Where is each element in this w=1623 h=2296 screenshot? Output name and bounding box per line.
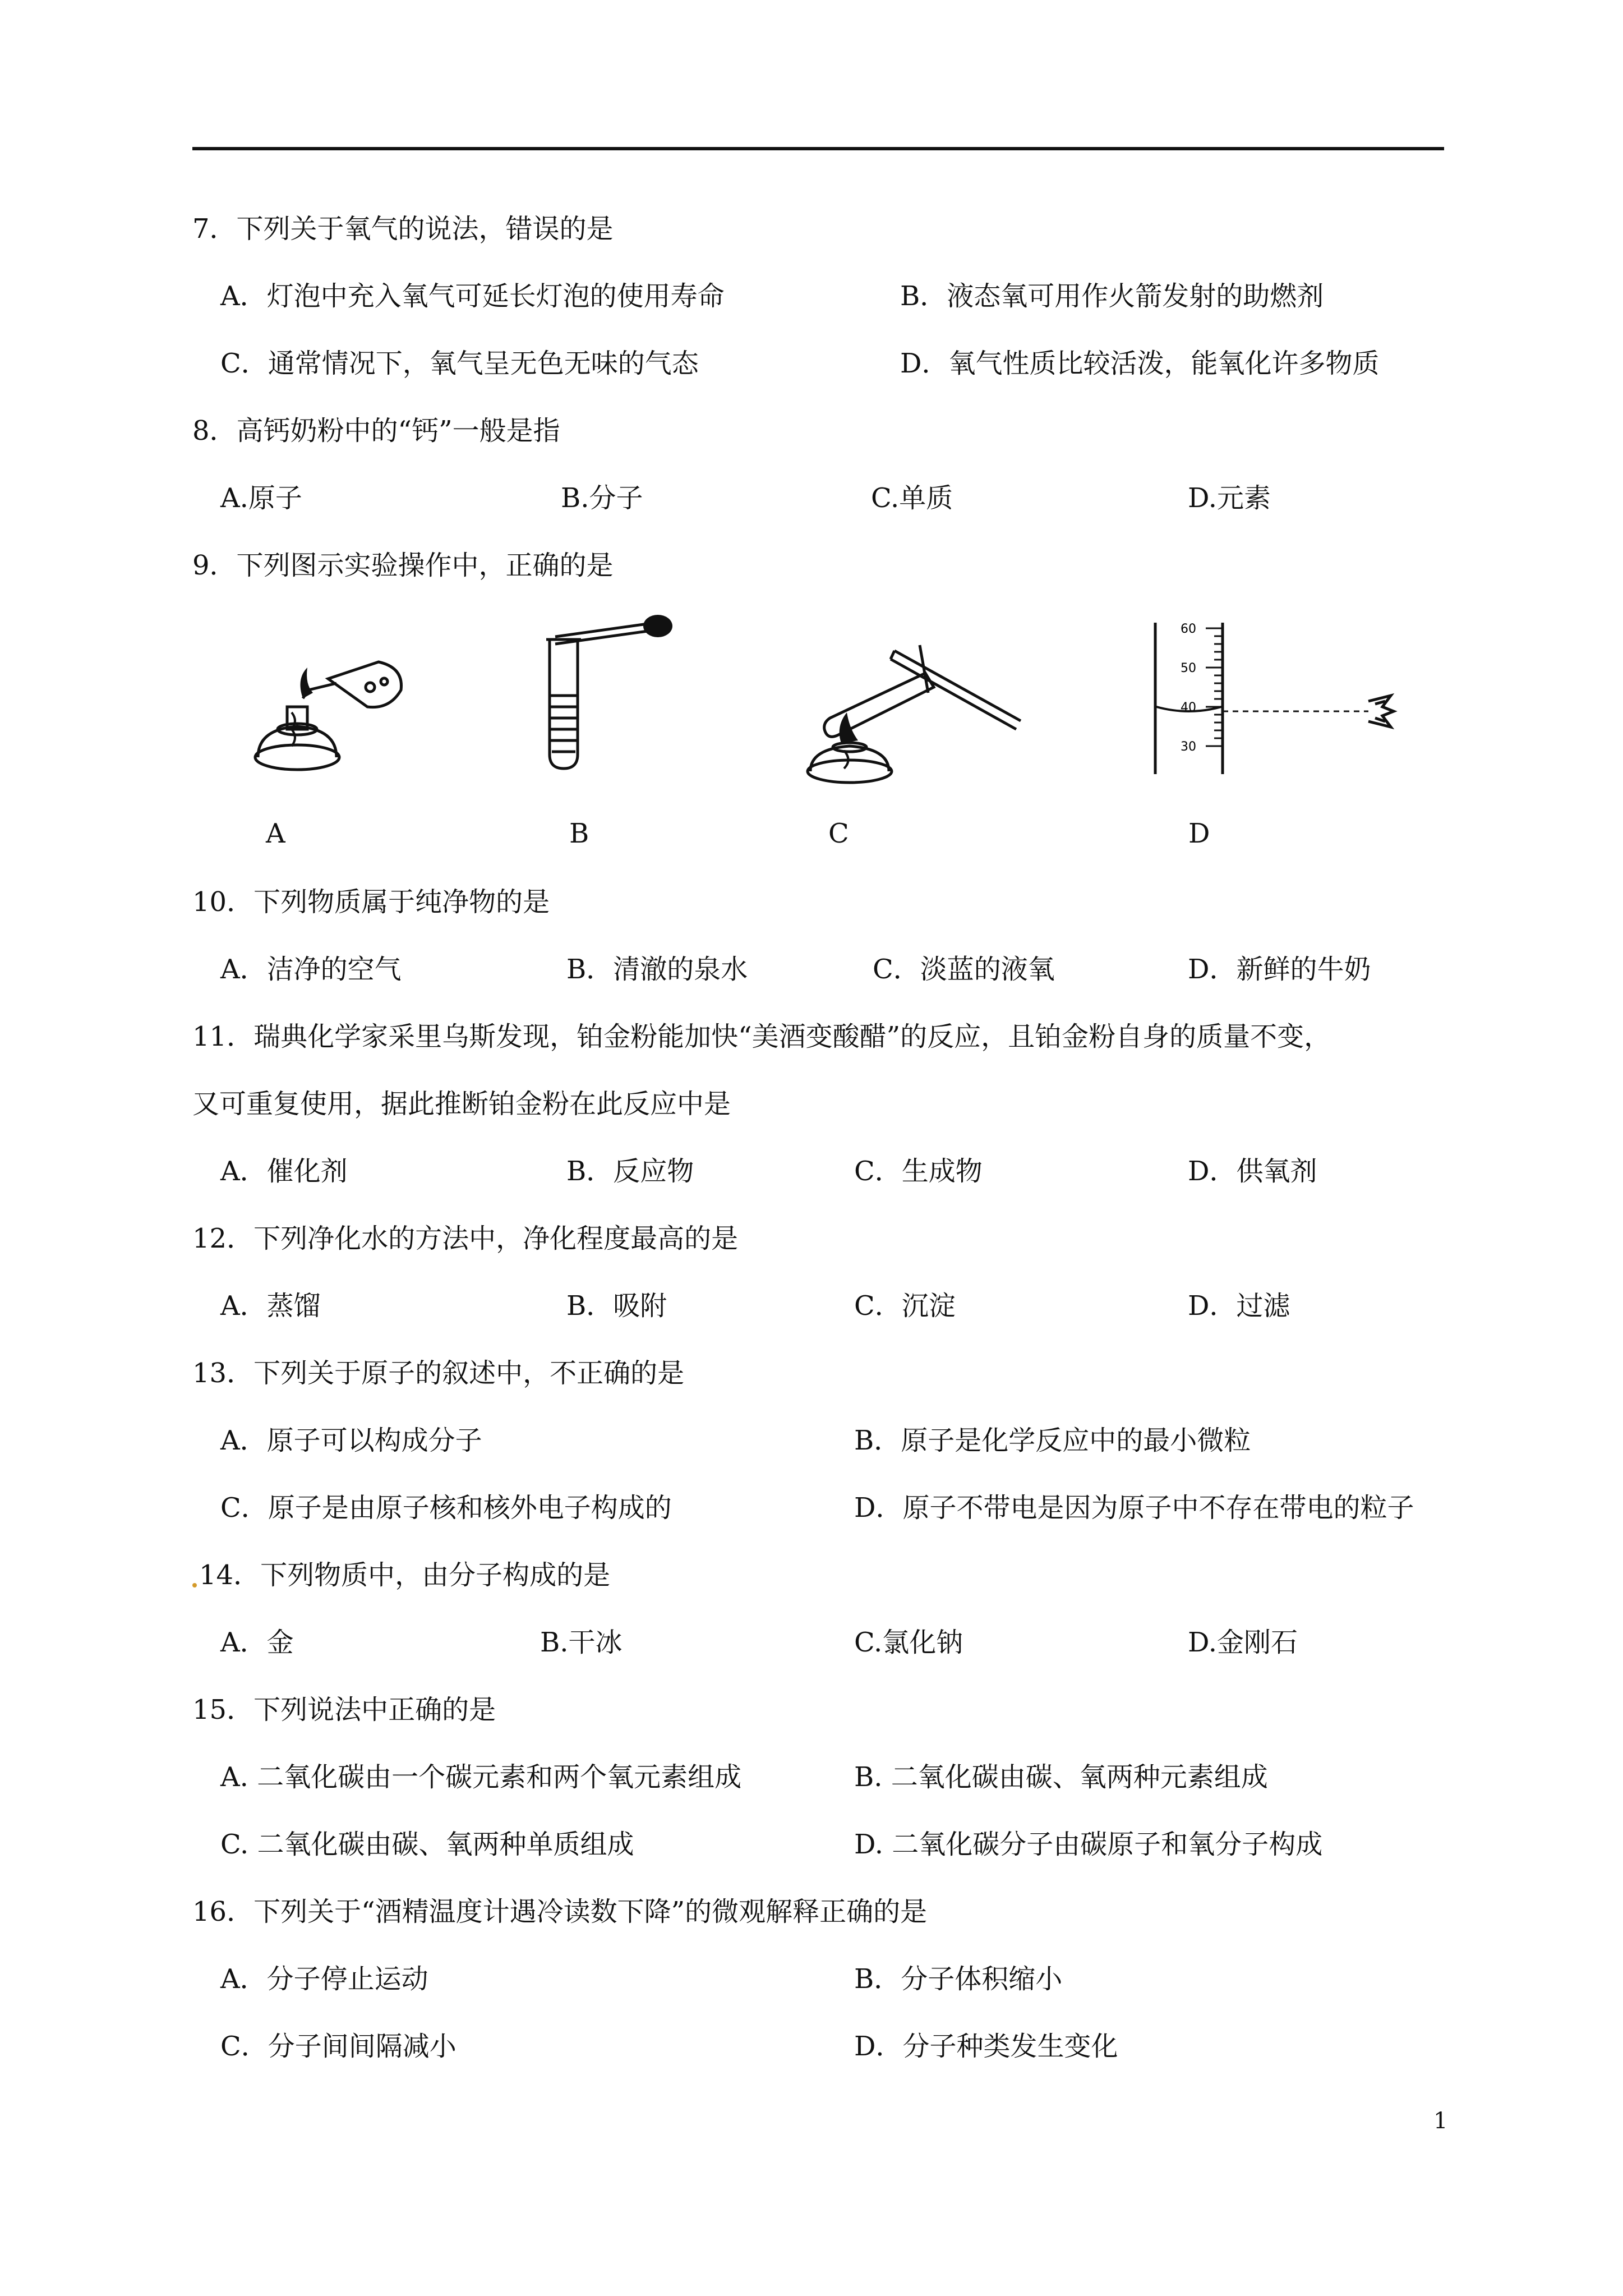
question-12 [192, 1222, 738, 1255]
question-stem: 高钙奶粉中的“钙”一般是指 [236, 415, 560, 447]
tick-label-40: 40 [1181, 701, 1196, 715]
choice-13b[interactable]: B．原子是化学反应中的最小微粒 [854, 1425, 1251, 1456]
figure-label-d: D [1188, 818, 1210, 849]
choice-14a[interactable]: A．金 [220, 1627, 294, 1658]
choice-16c[interactable]: C．分子间间隔减小 [220, 2031, 457, 2062]
choice-7b[interactable]: B．液态氧可用作火箭发射的助燃剂 [900, 280, 1324, 312]
figure-label-c: C [828, 818, 849, 849]
choice-7c[interactable]: C．通常情况下，氧气呈无色无味的气态 [220, 348, 699, 379]
choice-10b[interactable]: B．清澈的泉水 [566, 954, 748, 985]
choice-7a[interactable]: A．灯泡中充入氧气可延长灯泡的使用寿命 [220, 280, 725, 312]
graduated-cylinder-reading-icon [1144, 611, 1413, 780]
tick-label-30: 30 [1181, 740, 1196, 754]
choice-11a[interactable]: A．催化剂 [220, 1156, 348, 1187]
question-stem: 下列净化水的方法中，净化程度最高的是 [253, 1223, 739, 1254]
choice-7d[interactable]: D．氧气性质比较活泼，能氧化许多物质 [900, 348, 1380, 379]
choice-12a[interactable]: A．蒸馏 [220, 1290, 321, 1322]
question-15 [192, 1693, 496, 1727]
choice-15a[interactable]: A. 二氧化碳由一个碳元素和两个氧元素组成 [220, 1761, 742, 1793]
question-stem: 瑞典化学家采里乌斯发现，铂金粉能加快“美酒变酸醋”的反应，且铂金粉自身的质量不变， [253, 1021, 1331, 1052]
choice-14d[interactable]: D.金刚石 [1188, 1627, 1298, 1658]
choice-14c[interactable]: C.氯化钠 [854, 1627, 963, 1658]
choice-11d[interactable]: D．供氧剂 [1188, 1156, 1317, 1187]
page-number: 1 [1433, 2108, 1448, 2134]
question-stem: 下列说法中正确的是 [253, 1694, 496, 1726]
choice-10c[interactable]: C．淡蓝的液氧 [873, 954, 1055, 985]
question-number: 13． [192, 1358, 254, 1389]
choice-16b[interactable]: B．分子体积缩小 [854, 1963, 1063, 1995]
question-11 [192, 1020, 1331, 1053]
choice-12d[interactable]: D．过滤 [1188, 1290, 1290, 1322]
question-11-continued: 又可重复使用，据此推断铂金粉在此反应中是 [192, 1088, 731, 1120]
question-8 [192, 414, 560, 448]
figure-label-b: B [569, 818, 589, 849]
choice-15d[interactable]: D. 二氧化碳分子由碳原子和氧分子构成 [854, 1829, 1323, 1860]
choice-16a[interactable]: A．分子停止运动 [220, 1963, 428, 1995]
choice-13c[interactable]: C．原子是由原子核和核外电子构成的 [220, 1492, 672, 1524]
choice-11c[interactable]: C．生成物 [854, 1156, 983, 1187]
choice-12b[interactable]: B．吸附 [566, 1290, 667, 1322]
question-stem: 下列关于“酒精温度计遇冷读数下降”的微观解释正确的是 [253, 1896, 928, 1927]
question-number: 16． [192, 1896, 254, 1927]
tick-label-50: 50 [1181, 661, 1196, 675]
question-10 [192, 885, 550, 919]
question-number: 15． [192, 1694, 254, 1726]
choice-15c[interactable]: C. 二氧化碳由碳、氧两种单质组成 [220, 1829, 634, 1860]
tick-label-60: 60 [1181, 622, 1196, 636]
choice-15b[interactable]: B. 二氧化碳由碳、氧两种元素组成 [854, 1761, 1268, 1793]
question-stem: 下列物质中，由分子构成的是 [260, 1559, 611, 1591]
question-stem: 下列物质属于纯净物的是 [253, 886, 550, 918]
choice-12c[interactable]: C．沉淀 [854, 1290, 956, 1322]
question-number: 14． [199, 1559, 261, 1591]
question-stem: 下列关于原子的叙述中，不正确的是 [253, 1358, 685, 1389]
choice-13d[interactable]: D．原子不带电是因为原子中不存在带电的粒子 [854, 1492, 1414, 1524]
choice-14b[interactable]: B.干冰 [540, 1627, 623, 1658]
figure-label-a: A [266, 818, 285, 849]
stray-mark [192, 1583, 197, 1588]
question-number: 10． [192, 886, 254, 918]
choice-8c[interactable]: C.单质 [871, 482, 953, 514]
choice-8a[interactable]: A.原子 [220, 482, 302, 514]
question-7 [192, 212, 614, 246]
question-number: 9． [192, 550, 237, 581]
question-number: 7． [192, 213, 237, 245]
choice-10a[interactable]: A．洁净的空气 [220, 954, 402, 985]
choice-8b[interactable]: B.分子 [561, 482, 643, 514]
question-13 [192, 1356, 684, 1390]
test-tube-heating-icon [796, 628, 1032, 785]
question-16 [192, 1895, 927, 1929]
choice-16d[interactable]: D．分子种类发生变化 [854, 2031, 1118, 2062]
question-number: 8． [192, 415, 237, 447]
alcohol-lamp-lighting-icon [247, 645, 415, 780]
choice-11b[interactable]: B．反应物 [566, 1156, 694, 1187]
test-tube-dropper-icon [538, 611, 684, 774]
question-14 [199, 1558, 610, 1592]
question-stem: 下列图示实验操作中，正确的是 [236, 550, 614, 581]
question-9 [192, 549, 614, 582]
choice-13a[interactable]: A．原子可以构成分子 [220, 1425, 482, 1456]
question-number: 12． [192, 1223, 254, 1254]
question-number: 11． [192, 1021, 254, 1052]
question-stem: 下列关于氧气的说法，错误的是 [236, 213, 614, 245]
header-rule [192, 147, 1444, 150]
choice-10d[interactable]: D．新鲜的牛奶 [1188, 954, 1371, 985]
choice-8d[interactable]: D.元素 [1188, 482, 1271, 514]
